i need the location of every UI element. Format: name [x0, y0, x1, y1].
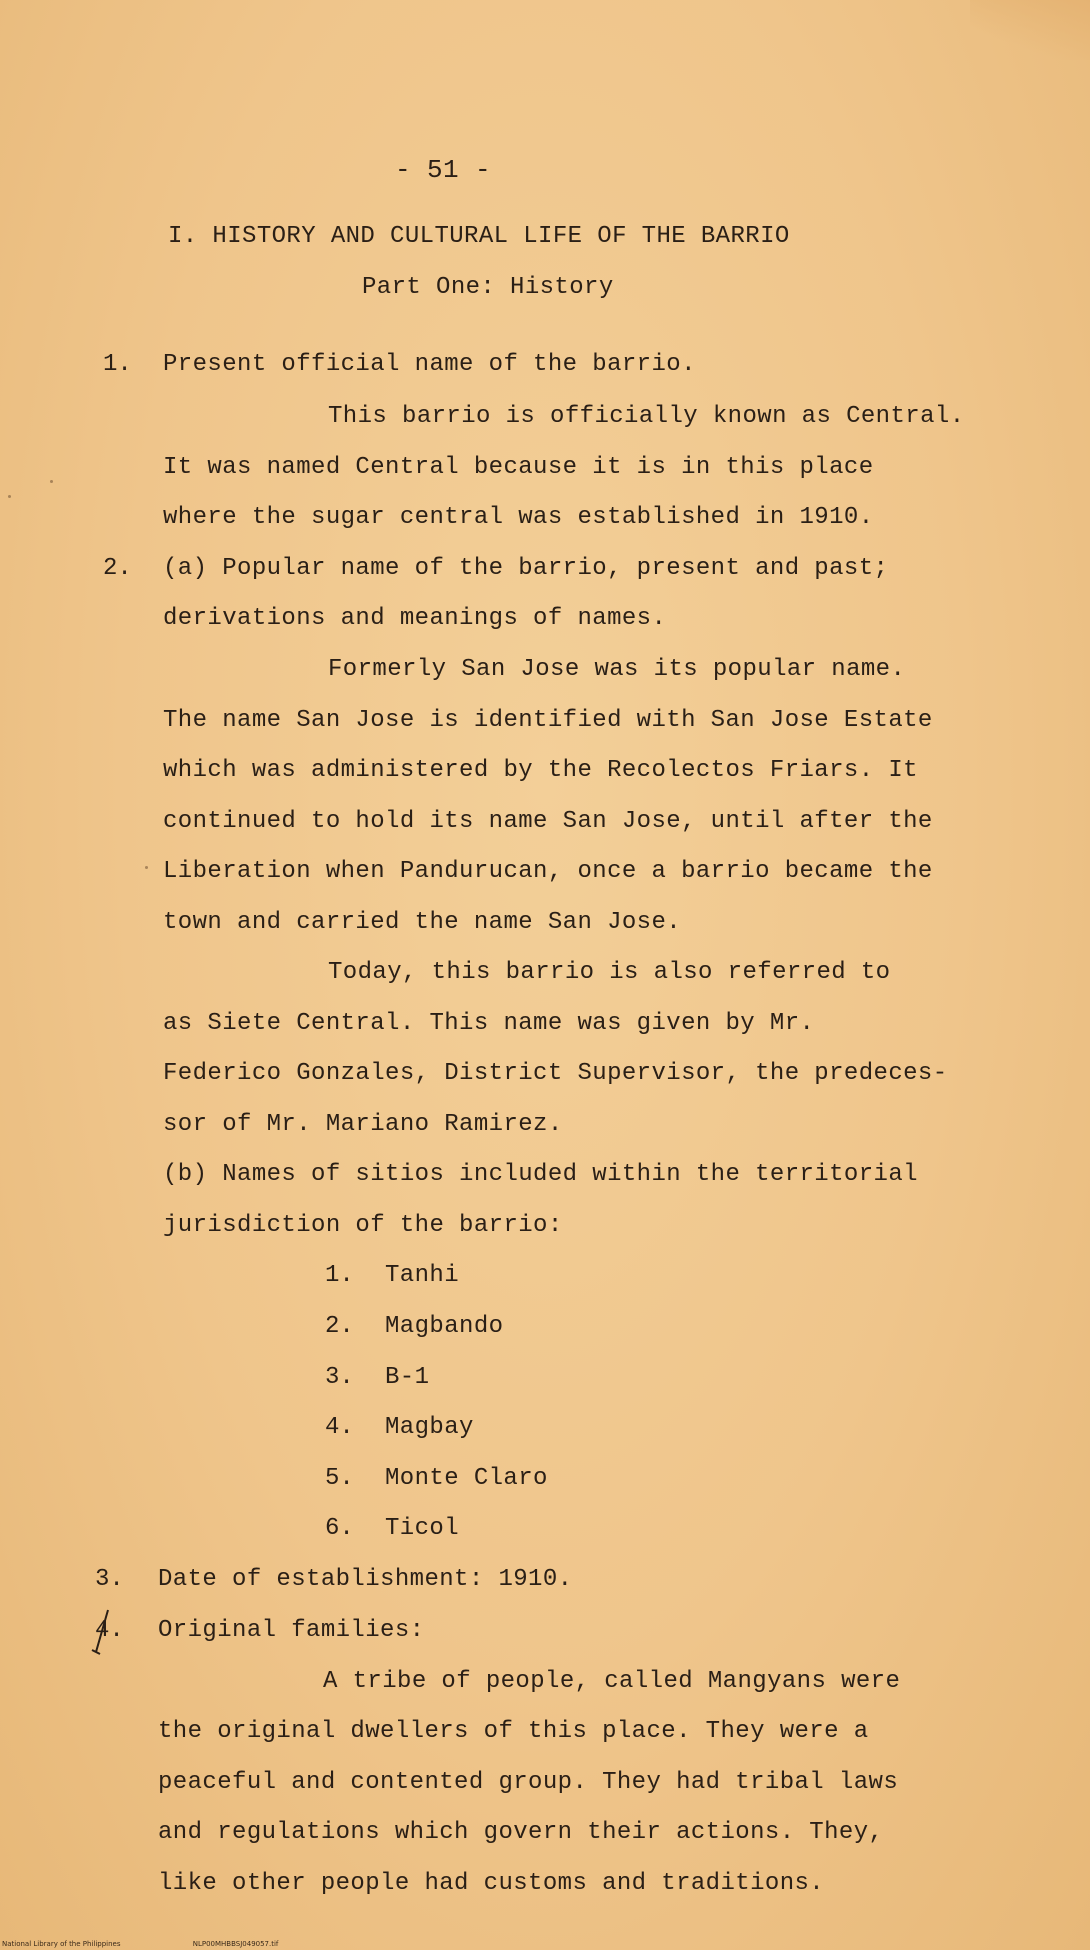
text-line: continued to hold its name San Jose, until after the: [163, 808, 933, 835]
text-line: town and carried the name San Jose.: [163, 909, 682, 936]
text-line: Date of establishment: 1910.: [158, 1566, 573, 1593]
handwritten-slash-mark: [88, 1608, 114, 1656]
sitio-name: Monte Claro: [385, 1465, 548, 1492]
sitio-name: Tanhi: [385, 1262, 460, 1289]
page-number: - 51 -: [395, 155, 492, 185]
text-line: Formerly San Jose was its popular name.: [328, 656, 906, 683]
sitio-number: 1.: [325, 1262, 354, 1289]
text-line: (b) Names of sitios included within the territorial: [163, 1161, 918, 1188]
text-line: The name San Jose is identified with San Jose Estate: [163, 707, 933, 734]
text-line: It was named Central because it is in this place: [163, 454, 874, 481]
sitio-number: 2.: [325, 1313, 354, 1340]
scan-footer: [2, 1940, 348, 1948]
text-line: as Siete Central. This name was given by Mr.: [163, 1010, 815, 1037]
sitio-number: 4.: [325, 1414, 354, 1441]
paper-speck: [145, 866, 148, 869]
sitio-number: 5.: [325, 1465, 354, 1492]
item-number: 2.: [103, 555, 132, 582]
text-line: Today, this barrio is also referred to: [328, 959, 891, 986]
text-line: A tribe of people, called Mangyans were: [323, 1668, 901, 1695]
item-number: 4.: [95, 1617, 124, 1644]
page-subtitle: Part One: History: [362, 274, 614, 301]
page-title: I. HISTORY AND CULTURAL LIFE OF THE BARRIO: [168, 223, 790, 250]
sitio-name: B-1: [385, 1364, 430, 1391]
text-line: Original families:: [158, 1617, 425, 1644]
text-line: Present official name of the barrio.: [163, 351, 696, 378]
paper-speck: [8, 495, 11, 498]
sitio-name: Magbay: [385, 1414, 474, 1441]
sitio-name: Ticol: [385, 1515, 460, 1542]
text-line: This barrio is officially known as Central.: [328, 403, 965, 430]
library-credit: National Library of the Philippines: [2, 1940, 121, 1948]
sitio-name: Magbando: [385, 1313, 504, 1340]
text-line: Federico Gonzales, District Supervisor, the predeces-: [163, 1060, 948, 1087]
text-line: Liberation when Pandurucan, once a barrio became the: [163, 858, 933, 885]
text-line: sor of Mr. Mariano Ramirez.: [163, 1111, 563, 1138]
sitio-number: 3.: [325, 1364, 354, 1391]
text-line: which was administered by the Recolectos Friars. It: [163, 757, 918, 784]
sitio-number: 6.: [325, 1515, 354, 1542]
file-name: NLP00MHBBSJ049057.tif: [192, 1940, 279, 1948]
text-line: derivations and meanings of names.: [163, 605, 667, 632]
text-line: (a) Popular name of the barrio, present and past;: [163, 555, 889, 582]
text-line: and regulations which govern their actions. They,: [158, 1819, 884, 1846]
paper-speck: [50, 480, 53, 483]
page-corner-shadow: [970, 0, 1090, 60]
text-line: the original dwellers of this place. They were a: [158, 1718, 869, 1745]
text-line: like other people had customs and traditions.: [158, 1870, 825, 1897]
item-number: 1.: [103, 351, 132, 378]
item-number: 3.: [95, 1566, 124, 1593]
text-line: peaceful and contented group. They had tribal laws: [158, 1769, 899, 1796]
text-line: where the sugar central was established in 1910.: [163, 504, 874, 531]
text-line: jurisdiction of the barrio:: [163, 1212, 563, 1239]
